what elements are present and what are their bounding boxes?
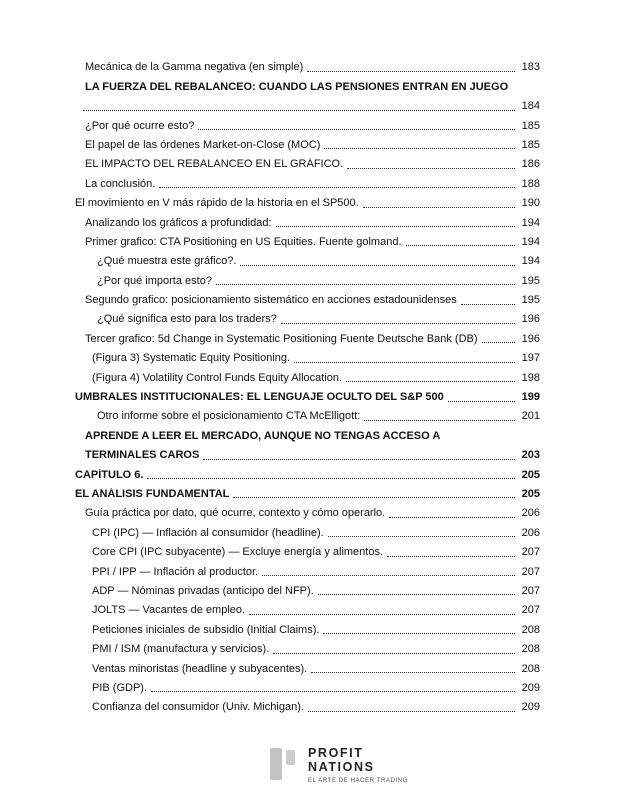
toc-entry-text: UMBRALES INSTITUCIONALES: EL LENGUAJE OCULTO DEL S&P 500 — [75, 391, 444, 404]
toc-entry-row[interactable] — [75, 443, 540, 462]
toc-entry-text: Confianza del consumidor (Univ. Michigan). — [92, 701, 304, 714]
toc-entry-text: APRENDE A LEER EL MERCADO, AUNQUE NO TENGAS ACCESO A — [85, 429, 441, 442]
toc-page-number: 209 — [521, 681, 540, 694]
toc-page-number: 185 — [521, 138, 540, 151]
toc-entry-row[interactable] — [75, 501, 540, 520]
toc-entry-row[interactable] — [75, 482, 540, 501]
toc-page-number: 194 — [521, 235, 540, 248]
dot-leader — [387, 556, 515, 557]
toc-entry-text: TERMINALES CAROS — [85, 449, 200, 462]
toc-entry-text: EL IMPACTO DEL REBALANCEO EN EL GRÁFICO. — [85, 158, 344, 171]
toc-entry-text: PMI / ISM (manufactura y servicios). — [92, 643, 270, 656]
toc-entry-text: LA FUERZA DEL REBALANCEO: CUANDO LAS PENSIONES ENTRAN EN JUEGO — [85, 80, 509, 93]
dot-leader — [281, 323, 515, 324]
toc-entry-row[interactable] — [75, 656, 540, 675]
toc-page-number: 205 — [521, 468, 540, 481]
toc-entry-row[interactable] — [75, 695, 540, 714]
toc-entry-row[interactable] — [75, 540, 540, 559]
toc-entry-row[interactable] — [75, 94, 540, 113]
toc-entry-text: Otro informe sobre el posicionamiento CTA McElligott: — [97, 410, 361, 423]
dot-leader — [276, 226, 515, 227]
dot-leader — [324, 148, 515, 149]
toc-entry-row[interactable] — [75, 598, 540, 617]
toc-page-number: 197 — [521, 352, 540, 365]
dot-leader — [311, 672, 515, 673]
toc-entry-row[interactable] — [75, 559, 540, 578]
toc-entry-row[interactable] — [75, 520, 540, 539]
toc-entry-row[interactable] — [75, 288, 540, 307]
toc-entry-row[interactable] — [75, 676, 540, 695]
toc-page-number: 195 — [521, 294, 540, 307]
dot-leader — [262, 575, 515, 576]
toc-entry-text: CPI (IPC) — Inflación al consumidor (headline). — [92, 526, 324, 539]
dot-leader — [461, 304, 515, 305]
toc-entry-text: EL ANÁLISIS FUNDAMENTAL — [75, 487, 230, 500]
toc-page-number: 188 — [521, 177, 540, 190]
toc-entry-text: Primer grafico: CTA Positioning en US Equities. Fuente golmand. — [85, 235, 402, 248]
toc-page-number: 186 — [521, 158, 540, 171]
toc-page-number: 205 — [521, 487, 540, 500]
toc-entry-text: Tercer grafico: 5d Change in Systematic Positioning Fuente Deutsche Bank (DB) — [85, 332, 478, 345]
toc-entry-text: Analizando los gráficos a profundidad: — [85, 216, 272, 229]
dot-leader — [249, 614, 515, 615]
toc-page-number: 206 — [521, 507, 540, 520]
toc-page-number: 196 — [521, 313, 540, 326]
dot-leader — [151, 691, 515, 692]
dot-leader — [448, 401, 515, 402]
dot-leader — [273, 653, 515, 654]
toc-page-number: 199 — [521, 391, 540, 404]
brand-name-line1: PROFIT — [308, 746, 364, 760]
toc-entry-text: (Figura 3) Systematic Equity Positioning. — [92, 352, 291, 365]
toc-entry-row[interactable] — [75, 191, 540, 210]
toc-page-number: 209 — [521, 701, 540, 714]
toc-page-number: 190 — [521, 197, 540, 210]
toc-entry-row[interactable] — [75, 268, 540, 287]
toc-entry-text: ¿Por qué ocurre esto? — [85, 119, 195, 132]
candle-bar-short — [286, 750, 295, 765]
toc-page-number: 207 — [521, 565, 540, 578]
toc-entry-text: Segundo grafico: posicionamiento sistemático en acciones estadounidenses — [85, 294, 457, 307]
dot-leader — [364, 420, 515, 421]
toc-entry-text: El movimiento en V más rápido de la historia en el SP500. — [75, 197, 359, 210]
toc-entry-row[interactable] — [75, 365, 540, 384]
dot-leader — [308, 711, 515, 712]
toc-page-number: 195 — [521, 274, 540, 287]
toc-entry-text: PIB (GDP). — [92, 681, 148, 694]
toc-entry-text: Guía práctica por dato, qué ocurre, contexto y cómo operarlo. — [85, 507, 386, 520]
toc-page-number: 196 — [521, 332, 540, 345]
brand-name-line2: NATIONS — [308, 759, 375, 774]
dot-leader — [294, 362, 515, 363]
toc-page-number: 206 — [521, 526, 540, 539]
toc-entry-row[interactable] — [75, 113, 540, 132]
toc-entry-row[interactable] — [75, 230, 540, 249]
toc-entry-row[interactable] — [75, 152, 540, 171]
candlestick-bars-icon — [270, 747, 295, 781]
toc-entry-row[interactable] — [75, 346, 540, 365]
toc-page-number: 203 — [521, 449, 540, 462]
toc-page-number: 183 — [521, 61, 540, 74]
toc-entry-row[interactable] — [75, 55, 540, 74]
toc-entry-text: ¿Qué significa esto para los traders? — [97, 313, 277, 326]
dot-leader — [198, 129, 515, 130]
toc-page-number: 208 — [521, 662, 540, 675]
dot-leader — [83, 110, 515, 111]
toc-entry-row[interactable] — [75, 249, 540, 268]
profit-nations-logo — [270, 747, 408, 784]
dot-leader — [240, 265, 515, 266]
toc-entry-text: Peticiones iniciales de subsidio (Initial Claims). — [92, 623, 320, 636]
toc-entry-row[interactable] — [75, 404, 540, 423]
toc-entry-text: Ventas minoristas (headline y subyacentes). — [92, 662, 308, 675]
toc-entry-text: Core CPI (IPC subyacente) — Excluye energía y alimentos. — [92, 546, 384, 559]
toc-entry-row[interactable] — [75, 579, 540, 598]
toc-entry-row[interactable] — [75, 462, 540, 481]
toc-entry-row[interactable] — [75, 74, 540, 93]
dot-leader — [346, 381, 515, 382]
toc-entry-text: CAPÍTULO 6. — [75, 468, 144, 481]
dot-leader — [216, 284, 515, 285]
dot-leader — [233, 497, 515, 498]
dot-leader — [389, 517, 515, 518]
toc-entry-text: ADP — Nóminas privadas (anticipo del NFP). — [92, 584, 314, 597]
toc-page-number: 208 — [521, 643, 540, 656]
dot-leader — [347, 168, 515, 169]
toc-page-number: 194 — [521, 255, 540, 268]
toc-page-number: 207 — [521, 604, 540, 617]
toc-page-number: 207 — [521, 546, 540, 559]
toc-entry-text: La conclusión. — [85, 177, 156, 190]
toc-page-number: 184 — [521, 100, 540, 113]
toc-page-number: 201 — [521, 410, 540, 423]
toc-entry-text: ¿Qué muestra este gráfico?. — [97, 255, 237, 268]
toc-entry-text: (Figura 4) Volatility Control Funds Equity Allocation. — [92, 371, 343, 384]
dot-leader — [328, 536, 515, 537]
dot-leader — [318, 594, 515, 595]
toc-entry-text: PPI / IPP — Inflación al productor. — [92, 565, 259, 578]
toc-page-number: 208 — [521, 623, 540, 636]
toc-entry-text: JOLTS — Vacantes de empleo. — [92, 604, 246, 617]
toc-page-number: 185 — [521, 119, 540, 132]
toc-entry-row[interactable] — [75, 307, 540, 326]
dot-leader — [147, 478, 515, 479]
toc-page-number: 194 — [521, 216, 540, 229]
candle-bar-tall — [270, 748, 282, 780]
toc-entry-text: ¿Por qué importa esto? — [97, 274, 212, 287]
dot-leader — [406, 245, 515, 246]
logo-tagline: EL ARTE DE HACER TRADING — [308, 778, 408, 784]
toc-entry-row[interactable] — [75, 171, 540, 190]
toc-entry-row[interactable] — [75, 326, 540, 345]
toc-entry-text: El papel de las órdenes Market-on-Close (MOC) — [85, 138, 321, 151]
toc-page-number: 207 — [521, 584, 540, 597]
toc-entry-text: Mecánica de la Gamma negativa (en simple) — [85, 61, 304, 74]
toc-entry-row[interactable] — [75, 210, 540, 229]
dot-leader — [159, 187, 515, 188]
dot-leader — [203, 459, 515, 460]
dot-leader — [307, 71, 515, 72]
dot-leader — [323, 633, 515, 634]
toc-entry-row[interactable] — [75, 617, 540, 636]
toc-page-number: 198 — [521, 371, 540, 384]
table-of-contents — [75, 55, 540, 714]
toc-entry-row[interactable] — [75, 385, 540, 404]
logo-text-block — [308, 747, 408, 784]
toc-entry-row[interactable] — [75, 637, 540, 656]
toc-entry-row[interactable] — [75, 423, 540, 442]
dot-leader — [482, 342, 515, 343]
dot-leader — [363, 207, 515, 208]
toc-entry-row[interactable] — [75, 133, 540, 152]
